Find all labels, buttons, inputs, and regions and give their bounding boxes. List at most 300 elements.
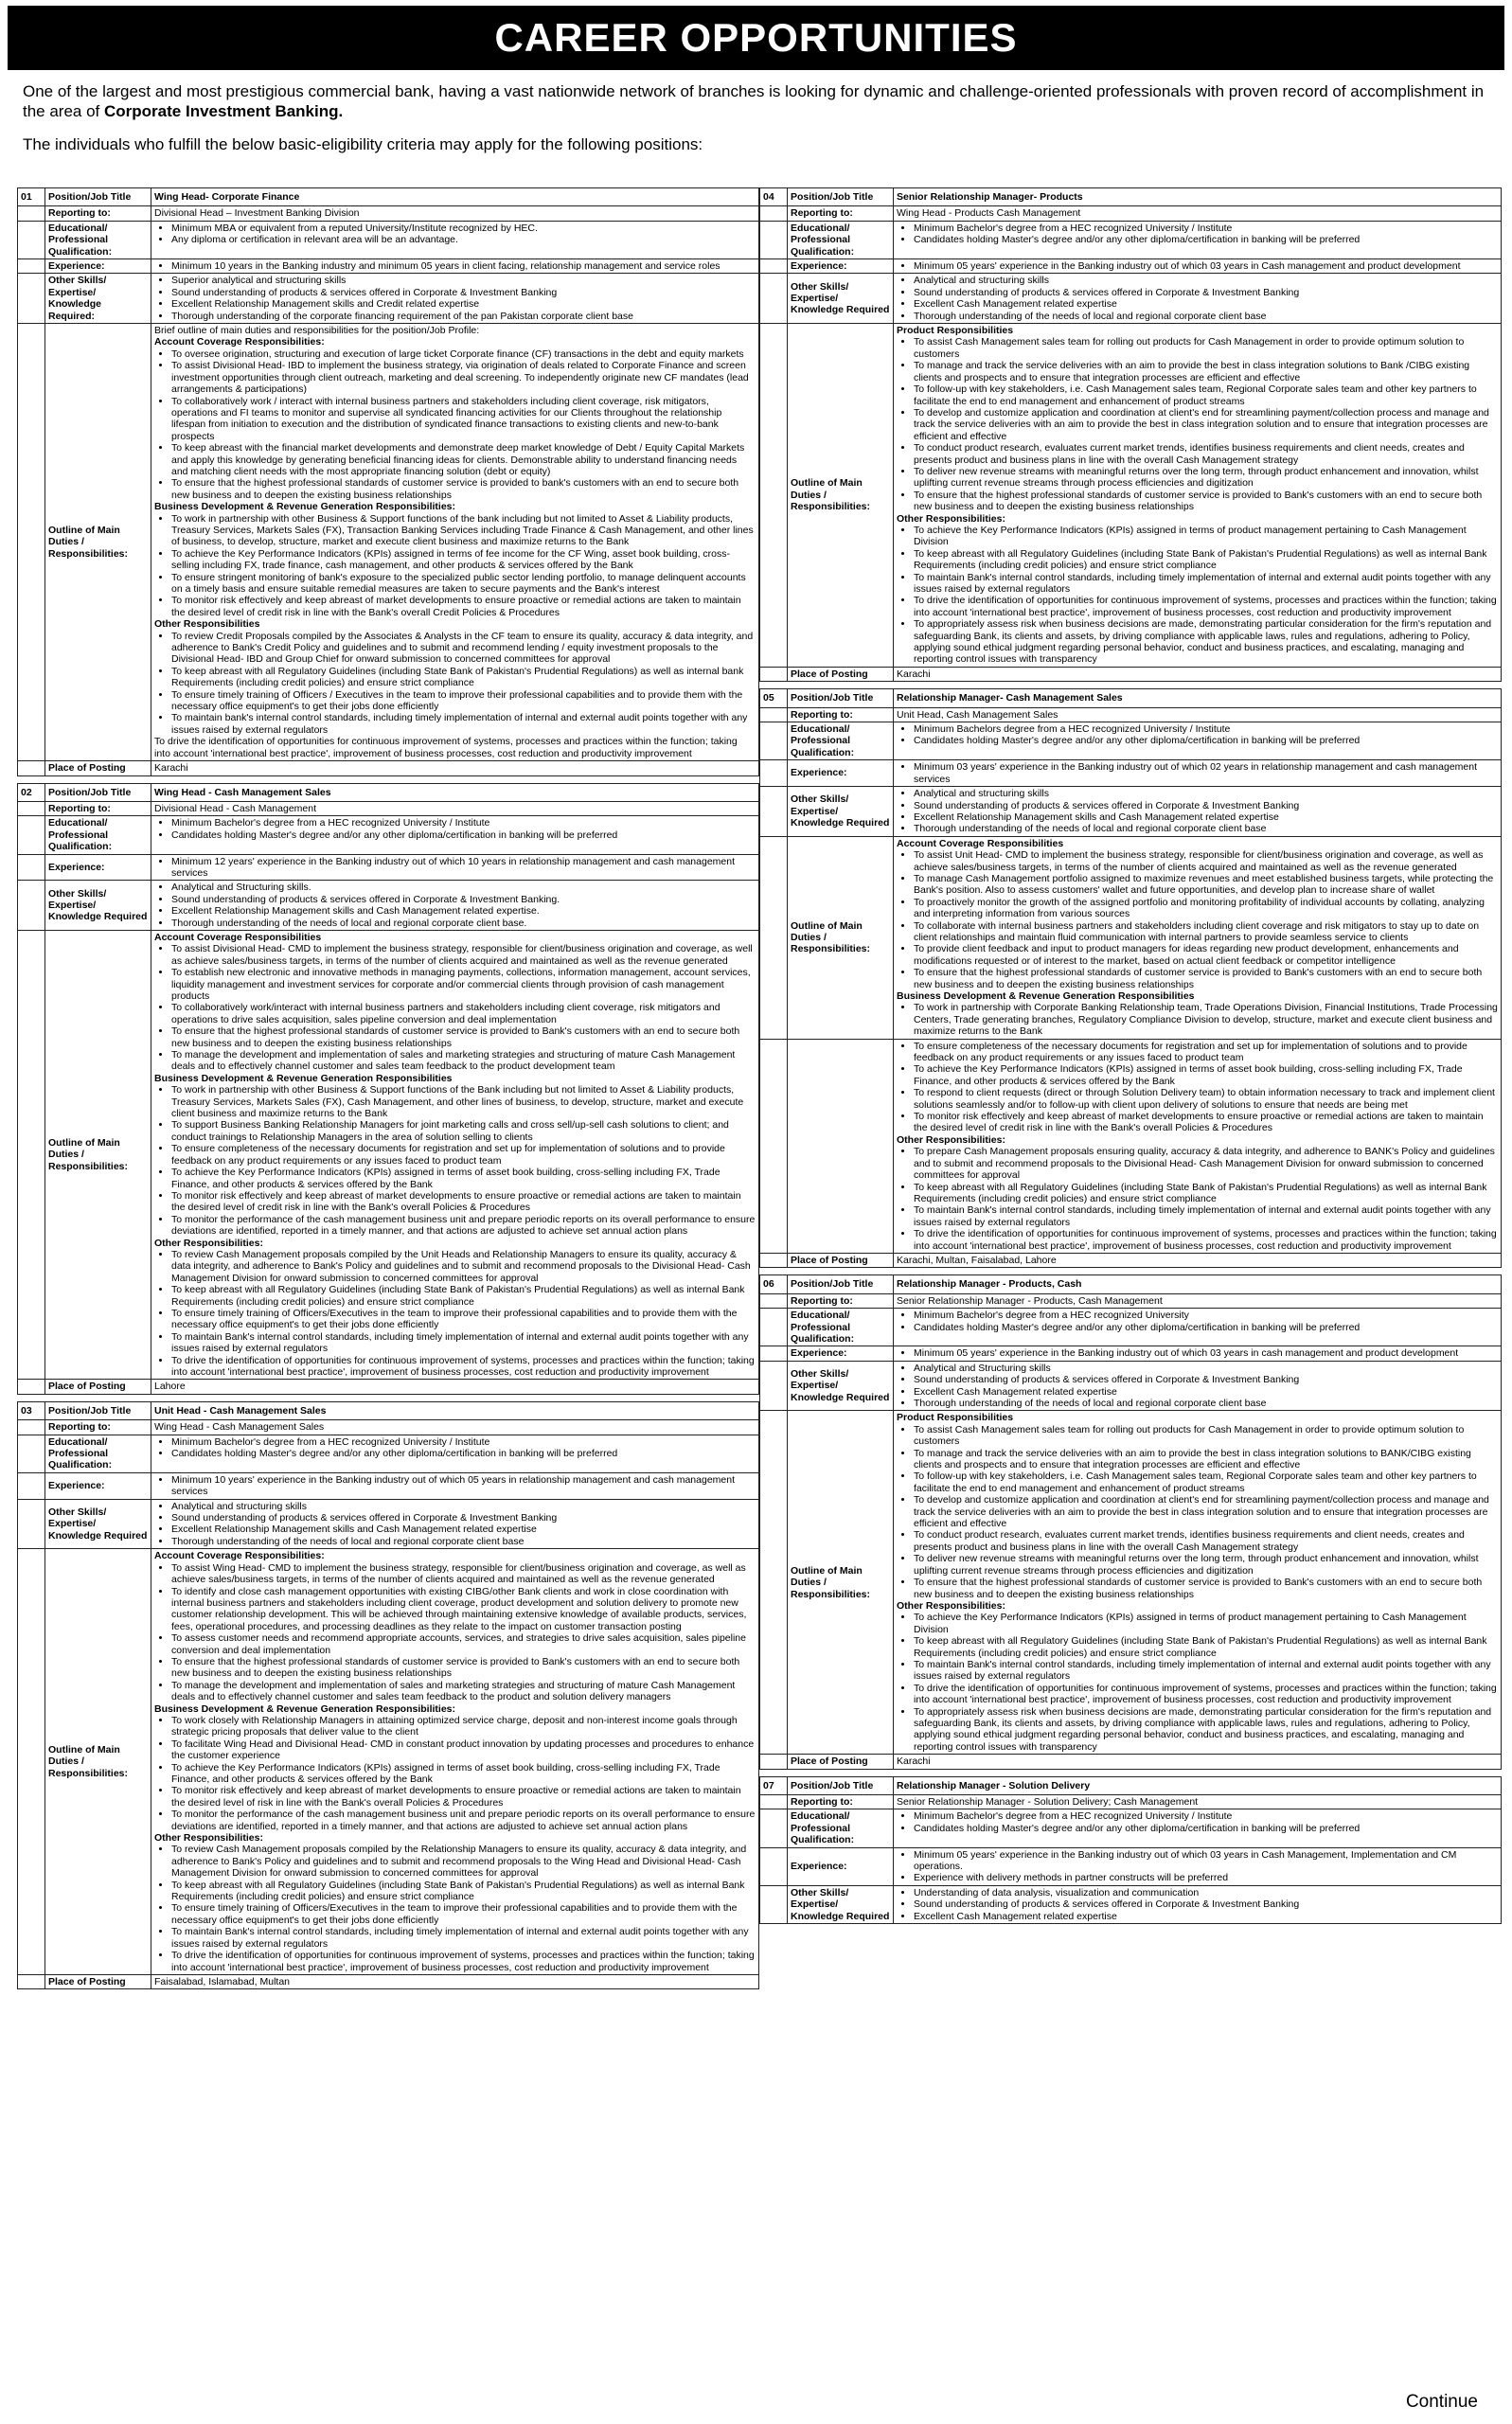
list-item: • To assist Unit Head- CMD to implement the business strategy, responsible for client/business origination and coverage, as well as achieve sales/business targets, in terms of the number of clients acquired and maintained as well as the revenue generated — [914, 849, 1498, 873]
posting-row — [18, 1380, 759, 1394]
reporting-value: Unit Head, Cash Management Sales — [897, 708, 1058, 721]
duties-section-heading: Account Coverage Responsibilities: — [154, 336, 325, 348]
list-item: • Minimum MBA or equivalent from a reputed University/Institute recognized by HEC. — [171, 223, 756, 234]
position-label: Position/Job Title — [788, 1776, 894, 1794]
list-item: • Sound understanding of products & services offered in Corporate & Investment Banking — [171, 287, 756, 298]
skills-value — [894, 1361, 1502, 1411]
list-item: • To monitor risk effectively and keep abreast of market developments to ensure proactive or remedial actions are taken to maintain the desired level of credit risk in line with the Bank's overall Policies & Procedures — [914, 1111, 1498, 1134]
duties-label: Outline of Main Duties / Responsibilities: — [788, 836, 894, 1039]
experience-row — [18, 854, 759, 881]
duties-value — [151, 324, 759, 761]
duties-section-heading: Other Responsibilities: — [154, 1237, 263, 1249]
list-item: • To drive the identification of opportunities for continuous improvement of systems, processes and practices within the function; taking into account 'international best practice', improvement of business processes, cost reduction and productivity improvement — [914, 1228, 1498, 1252]
skills-value — [151, 1499, 759, 1549]
posting-row — [760, 667, 1502, 681]
list-item: • To drive the identification of opportunities for continuous improvement of systems, processes and practices within the function; taking into account 'international best practice', improvement of business processes, cost reduction and productivity improvement — [914, 595, 1498, 618]
list-item: • Sound understanding of products & services offered in Corporate & Investment Banking — [914, 287, 1498, 298]
reporting-label: Reporting to: — [788, 1293, 894, 1308]
list-item: • To maintain Bank's internal control standards, including timely implementation of internal and external audit points together with any issues raised by external regulators — [914, 1204, 1498, 1228]
duties-value — [894, 836, 1502, 1039]
posting-value — [894, 667, 1502, 681]
education-row — [760, 1309, 1502, 1346]
duties-list — [154, 1715, 756, 1832]
row-gutter — [760, 1885, 788, 1923]
posting-value: Karachi — [154, 762, 188, 775]
experience-value — [894, 1346, 1502, 1361]
list-item: • To oversee origination, structuring and execution of large ticket Corporate finance (CF) transactions in the debt and equity markets — [171, 348, 756, 360]
duties-list — [897, 336, 1498, 512]
position-label: Position/Job Title — [788, 188, 894, 206]
skills-list — [154, 882, 756, 929]
duties-list — [897, 1146, 1498, 1252]
skills-row — [760, 1885, 1502, 1923]
job-title: Wing Head- Corporate Finance — [151, 188, 759, 206]
list-item: • To ensure that the highest professional standards of customer service is provided to Bank's customers with an end to secure both new business and to deepen the existing business relationships — [914, 967, 1498, 990]
skills-label: Other Skills/ Expertise/ Knowledge Required — [788, 1885, 894, 1923]
row-gutter — [760, 221, 788, 258]
reporting-label: Reporting to: — [45, 801, 151, 815]
list-item: • To deliver new revenue streams with meaningful returns over the long term, through product enhancement and innovation, whilst uplifting current revenue streams through process efficiencies and digitization — [914, 1553, 1498, 1577]
job-header-row — [760, 689, 1502, 707]
list-item: • Analytical and Structuring skills — [914, 1363, 1498, 1374]
list-item: • To identify and close cash management opportunities with existing CIBG/other Bank clients and work in close coordination with internal business partners and stakeholders including client coverage, product development and solution delivery to promote new customer relationship development. This will be achieved through maintaining extensive knowledge of available products, services, fees, operational procedures, and processing deadlines as they relate to the impact on customer transaction posting — [171, 1586, 756, 1633]
list-item: • Candidates holding Master's degree and/or any other diploma/certification in banking will be preferred — [171, 829, 756, 841]
row-gutter — [18, 221, 45, 258]
row-gutter — [18, 801, 45, 815]
posting-value: Faisalabad, Islamabad, Multan — [154, 1975, 290, 1987]
posting-label: Place of Posting — [788, 667, 894, 681]
reporting-row — [760, 707, 1502, 722]
right-column — [759, 187, 1502, 1931]
duties-label: Outline of Main Duties / Responsibilities: — [45, 324, 151, 761]
list-item: • Sound understanding of products & services offered in Corporate & Investment Banking — [171, 1512, 756, 1524]
row-gutter — [760, 1795, 788, 1809]
list-item: • Superior analytical and structuring skills — [171, 275, 756, 286]
duties-row — [18, 324, 759, 761]
experience-list — [154, 260, 756, 272]
reporting-value — [894, 1293, 1502, 1308]
duties-list — [154, 1084, 756, 1237]
row-gutter — [760, 274, 788, 324]
job-number: 06 — [760, 1275, 788, 1293]
list-item: • To assist Divisional Head- CMD to implement the business strategy, responsible for client/business origination and coverage, as well as achieve sales/business targets, in terms of the number of clients acquired and maintained as well as the revenue generated — [171, 943, 756, 967]
row-gutter — [18, 1974, 45, 1988]
reporting-value — [151, 206, 759, 221]
experience-row — [18, 1472, 759, 1499]
list-item: • To ensure timely training of Officers / Executives in the team to improve their professional capabilities and to provide them with the necessary office equipment's to get their jobs done efficiently — [171, 689, 756, 713]
education-list — [154, 223, 756, 246]
row-gutter — [18, 1435, 45, 1472]
list-item: • To review Cash Management proposals compiled by the Unit Heads and Relationship Managers to ensure its quality, accuracy & data integrity, and adherence to Bank's Policy and guidelines and to submit and recommend proposals to the Divisional Head- Cash Management Division for onward submission to concerned committees for approval — [171, 1249, 756, 1284]
list-item: • To conduct product research, evaluates current market trends, identifies business requirements and client needs, creates and presents product and business plans in line with the overall Cash Management strategy — [914, 1529, 1498, 1553]
intro-bold-text: Corporate Investment Banking. — [104, 102, 344, 120]
row-gutter — [760, 324, 788, 668]
duties-list — [897, 1041, 1498, 1134]
duties-continued-row — [760, 1039, 1502, 1253]
list-item: • Excellent Cash Management related expertise — [914, 1911, 1498, 1922]
list-item: • To ensure timely training of Officers/Executives in the team to improve their professional capabilities and to provide them with the necessary office equipment's to get their jobs done efficiently — [171, 1308, 756, 1331]
list-item: • Thorough understanding of the needs of local and regional corporate client base — [914, 1398, 1498, 1409]
list-item: • To manage and track the service deliveries with an aim to provide the best in class integration solutions to Bank /CIBG existing clients and prospects and to ensure that integration processes are efficient and effective — [914, 360, 1498, 383]
experience-value — [894, 760, 1502, 787]
row-gutter — [760, 1253, 788, 1267]
skills-label: Other Skills/ Expertise/ Knowledge Required — [45, 1499, 151, 1549]
duties-section-heading: Business Development & Revenue Generation Responsibilities — [154, 1072, 453, 1084]
education-list — [897, 1810, 1498, 1834]
education-label: Educational/ Professional Qualification: — [45, 221, 151, 258]
job-header-row — [760, 1776, 1502, 1794]
job-header-row — [18, 188, 759, 206]
list-item: • Candidates holding Master's degree and/or any other diploma/certification in banking will be preferred — [171, 1448, 756, 1459]
list-item: • To monitor risk effectively and keep abreast of market developments to ensure proactive or remedial actions are taken to maintain the desired level of credit risk in line with the Bank's overall Credit Policies & Procedures — [171, 595, 756, 618]
row-gutter — [18, 1380, 45, 1394]
list-item: • To deliver new revenue streams with meaningful returns over the long term, through product enhancement and innovation, whilst uplifting current revenue streams through process efficiencies and digitization — [914, 466, 1498, 490]
duties-row — [760, 324, 1502, 668]
list-item: • Candidates holding Master's degree and/or any other diploma/certification in banking will be preferred — [914, 1322, 1498, 1333]
duties-section-heading: Product Responsibilities — [897, 325, 1014, 337]
experience-list — [897, 761, 1498, 785]
row-gutter — [760, 836, 788, 1039]
job-table-05 — [759, 688, 1502, 1268]
duties-content — [897, 1041, 1498, 1252]
skills-value — [151, 274, 759, 324]
list-item: • To assist Cash Management sales team for rolling out products for Cash Management in order to provide optimum solution to customers — [914, 336, 1498, 360]
duties-continued-value — [894, 1039, 1502, 1253]
duties-label: Outline of Main Duties / Responsibilities: — [788, 324, 894, 668]
list-item: • To ensure that the highest professional standards of customer service is provided to Bank's customers with an end to secure both new business and to deepen the existing business relationships — [171, 1025, 756, 1049]
reporting-label: Reporting to: — [788, 1795, 894, 1809]
education-value — [151, 221, 759, 258]
education-value — [894, 221, 1502, 258]
list-item: • Excellent Cash Management related expertise — [914, 298, 1498, 310]
skills-list — [154, 275, 756, 322]
list-item: • To respond to client requests (direct or through Solution Delivery team) to obtain information necessary to track and implement client solutions seamlessly and/or to follow-up with client upon delivery of solutions to ensure that needs are being met — [914, 1087, 1498, 1111]
experience-label: Experience: — [45, 259, 151, 274]
intro-text: One of the largest and most prestigious commercial bank, having a vast nationwide network of branches is looking for dynamic and challenge-oriented professionals with proven record of accomplishment in the area of — [23, 82, 1485, 120]
row-gutter — [18, 1549, 45, 1975]
duties-value — [894, 1411, 1502, 1755]
education-label: Educational/ Professional Qualification: — [788, 722, 894, 760]
experience-list — [897, 1849, 1498, 1884]
list-item: • To work closely with Relationship Managers in attaining optimized service charge, deposit and non-interest income goals through strategic pricing proposals that deliver value to the client — [171, 1715, 756, 1738]
position-label: Position/Job Title — [45, 1401, 151, 1419]
duties-label: Outline of Main Duties / Responsibilities: — [788, 1411, 894, 1755]
list-item: • To collaboratively work/interact with internal business partners and stakeholders including client coverage, risk mitigators and operations to drive sales acquisition, sales pipeline conversion and deal implementation — [171, 1002, 756, 1025]
list-item: • To monitor risk effectively and keep abreast of market developments to ensure proactive or remedial actions are taken to maintain the desired level of risk in line with the Bank's overall Policies & Procedures — [171, 1785, 756, 1809]
education-value — [894, 1809, 1502, 1847]
list-item: • To assist Cash Management sales team for rolling out products for Cash Management in order to provide optimum solution to customers — [914, 1424, 1498, 1448]
duties-list — [154, 943, 756, 1072]
job-header-row — [18, 783, 759, 801]
list-item: • Minimum Bachelor's degree from a HEC recognized University / Institute — [914, 223, 1498, 234]
list-item: • To manage and track the service deliveries with an aim to provide the best in class integration solutions to BANK/CIBG existing clients and prospects and to ensure that integration processes are efficient and effective — [914, 1448, 1498, 1471]
list-item: • To review Cash Management proposals compiled by the Relationship Managers to ensure its quality, accuracy & data integrity, and adherence to Bank's Policy and guidelines and to submit and recommend proposals to the Wing Head and Divisional Head- Cash Management Division for onward submission to concerned committees for approval — [171, 1844, 756, 1879]
skills-value — [151, 881, 759, 931]
duties-section-heading: Other Responsibilities — [154, 618, 260, 631]
list-item: • Thorough understanding of the corporate financing requirement of the pan Pakistan corporate client base — [171, 311, 756, 322]
list-item: • To achieve the Key Performance Indicators (KPIs) assigned in terms of product management pertaining to Cash Management Division — [914, 525, 1498, 548]
row-gutter — [18, 206, 45, 221]
experience-label: Experience: — [788, 259, 894, 274]
list-item: • To conduct product research, evaluates current market trends, identifies business requirements and client needs, creates and presents product and business plans in line with the overall Cash Management strategy — [914, 442, 1498, 466]
duties-content — [897, 325, 1498, 666]
posting-row — [18, 1974, 759, 1988]
list-item: • To work in partnership with Corporate Banking Relationship team, Trade Operations Division, Financial Institutions, Trade Processing Centers, Trade generating branches, Regulatory Compliance Division to develop, structure, market and execute client business and maximize returns to the Bank — [914, 1002, 1498, 1037]
posting-label: Place of Posting — [45, 761, 151, 775]
education-list — [897, 223, 1498, 246]
reporting-value: Senior Relationship Manager - Products, Cash Management — [897, 1294, 1163, 1307]
duties-list — [154, 1249, 756, 1378]
skills-row — [18, 881, 759, 931]
list-item: • To prepare Cash Management proposals ensuring quality, accuracy & data integrity, and adherence to BANK's Policy and guidelines and to submit and recommend proposals to the Divisional Head- Cash Management Division for onward submission to concerned committees for approval — [914, 1146, 1498, 1181]
skills-label: Other Skills/ Expertise/ Knowledge Required — [788, 787, 894, 837]
job-number: 04 — [760, 188, 788, 206]
experience-label: Experience: — [788, 760, 894, 787]
education-row — [18, 816, 759, 854]
posting-value — [894, 1755, 1502, 1769]
reporting-value: Divisional Head – Investment Banking Division — [154, 207, 360, 220]
skills-label: Other Skills/ Expertise/ Knowledge Required: — [45, 274, 151, 324]
experience-label: Experience: — [788, 1847, 894, 1885]
job-table-02 — [17, 783, 759, 1395]
job-number: 05 — [760, 689, 788, 707]
list-item: • Candidates holding Master's degree and/or any other diploma/certification in banking will be preferred — [914, 735, 1498, 746]
job-title: Unit Head - Cash Management Sales — [151, 1401, 759, 1419]
experience-row — [760, 760, 1502, 787]
education-value — [151, 1435, 759, 1472]
list-item: • To keep abreast with all Regulatory Guidelines (including State Bank of Pakistan's Prudential Regulations) as well as internal Bank Requirements (including credit policies) and ensure strict compliance — [914, 548, 1498, 572]
reporting-value: Wing Head - Products Cash Management — [897, 207, 1081, 220]
list-item: • To ensure timely training of Officers/Executives in the team to improve their professional capabilities and to provide them with the necessary office equipment's to get their jobs done efficiently — [171, 1902, 756, 1926]
list-item: • To appropriately assess risk when business decisions are made, demonstrating particular consideration for the firm's reputation and safeguarding Bank, its clients and assets, by driving compliance with applicable laws, rules and regulations, adhering to Policy, applying sound ethical judgment regarding personal behavior, conduct and business practices, and escalating, managing and reporting control issues with transparency — [914, 1706, 1498, 1754]
job-number: 02 — [18, 783, 45, 801]
list-item: • Minimum Bachelor's degree from a HEC recognized University / Institute — [171, 817, 756, 829]
row-gutter — [18, 930, 45, 1379]
list-item: • Excellent Cash Management related expertise — [914, 1386, 1498, 1398]
reporting-row — [760, 1795, 1502, 1809]
list-item: • Thorough understanding of the needs of local and regional corporate client base — [914, 823, 1498, 834]
duties-continued-label — [788, 1039, 894, 1253]
reporting-value — [151, 1420, 759, 1435]
skills-list — [897, 275, 1498, 322]
row-gutter — [18, 259, 45, 274]
experience-label: Experience: — [45, 854, 151, 881]
list-item: • Minimum 10 years in the Banking industry and minimum 05 years in client facing, relationship management and service roles — [171, 260, 756, 272]
list-item: • Minimum 05 years' experience in the Banking industry out of which 03 years in Cash Management, Implementation and CM operations. — [914, 1849, 1498, 1873]
skills-list — [897, 788, 1498, 835]
list-item: • Analytical and Structuring skills. — [171, 882, 756, 893]
list-item: • Minimum 05 years' experience in the Banking industry out of which 03 years in Cash management and product development — [914, 260, 1498, 272]
list-item: • To keep abreast with all Regulatory Guidelines (including State Bank of Pakistan's Prudential Regulations) as well as internal Bank Requirements (including credit policies) and ensure strict compliance — [171, 1284, 756, 1308]
list-item: • Minimum Bachelor's degree from a HEC recognized University / Institute — [914, 1810, 1498, 1822]
page-title: CAREER OPPORTUNITIES — [8, 6, 1504, 70]
skills-value — [894, 1885, 1502, 1923]
row-gutter — [760, 259, 788, 274]
list-item: • To establish new electronic and innovative methods in managing payments, collections, information management, account services, liquidity management and investment services for corporate and/or commercial clients through provision of cash management products — [171, 967, 756, 1002]
education-row — [760, 722, 1502, 760]
education-list — [154, 817, 756, 841]
list-item: • To maintain Bank's internal control standards, including timely implementation of internal and external audit points together with any issues raised by external regulators — [171, 1926, 756, 1950]
duties-value — [894, 324, 1502, 668]
reporting-label: Reporting to: — [45, 206, 151, 221]
reporting-value — [894, 707, 1502, 722]
duties-row — [760, 1411, 1502, 1755]
reporting-value — [151, 801, 759, 815]
job-title: Relationship Manager- Cash Management Sales — [894, 689, 1502, 707]
list-item: • To keep abreast with all Regulatory Guidelines (including State Bank of Pakistan's Prudential Regulations) as well as internal Bank Requirements (including credit policies) and ensure strict compliance — [914, 1182, 1498, 1205]
skills-row — [760, 787, 1502, 837]
list-item: • Any diploma or certification in relevant area will be an advantage. — [171, 234, 756, 245]
intro-paragraph — [23, 81, 1495, 121]
list-item: • Thorough understanding of the needs of local and regional corporate client base — [171, 1536, 756, 1547]
skills-label: Other Skills/ Expertise/ Knowledge Required — [788, 274, 894, 324]
reporting-value — [894, 206, 1502, 221]
duties-label: Outline of Main Duties / Responsibilities: — [45, 1549, 151, 1975]
duties-section-heading: Other Responsibilities: — [897, 1133, 1005, 1146]
duties-content — [897, 1412, 1498, 1753]
duties-row — [18, 930, 759, 1379]
row-gutter — [760, 760, 788, 787]
education-label: Educational/ Professional Qualification: — [45, 1435, 151, 1472]
row-gutter — [760, 1346, 788, 1361]
list-item: • Analytical and structuring skills — [914, 275, 1498, 286]
job-table-06 — [759, 1274, 1502, 1769]
row-gutter — [760, 1755, 788, 1769]
skills-list — [897, 1363, 1498, 1410]
education-label: Educational/ Professional Qualification: — [788, 1809, 894, 1847]
list-item: • Sound understanding of products & services offered in Corporate & Investment Banking. — [171, 894, 756, 905]
duties-list — [154, 1844, 756, 1972]
list-item: • To maintain Bank's internal control standards, including timely implementation of internal and external audit points together with any issues raised by external regulators — [914, 572, 1498, 596]
duties-row — [18, 1549, 759, 1975]
row-gutter — [18, 816, 45, 854]
row-gutter — [760, 1309, 788, 1346]
list-item: • To drive the identification of opportunities for continuous improvement of systems, processes and practices within the function; taking into account 'international best practice', improvement of business processes, cost reduction and productivity improvement — [914, 1683, 1498, 1706]
left-column — [17, 187, 759, 1996]
row-gutter — [760, 1847, 788, 1885]
job-table-03 — [17, 1401, 759, 1990]
skills-list — [897, 1887, 1498, 1922]
job-title: Senior Relationship Manager- Products — [894, 188, 1502, 206]
job-title: Wing Head - Cash Management Sales — [151, 783, 759, 801]
skills-list — [154, 1501, 756, 1548]
experience-value — [151, 1472, 759, 1499]
job-table-04 — [759, 187, 1502, 682]
experience-list — [154, 1474, 756, 1498]
duties-list — [897, 1612, 1498, 1753]
list-item: • To facilitate Wing Head and Divisional Head- CMD in constant product innovation by updating processes and procedures to enhance the customer experience — [171, 1738, 756, 1762]
list-item: • Experience with delivery methods in partner constructs will be preferred — [914, 1872, 1498, 1883]
reporting-value — [894, 1795, 1502, 1809]
list-item: • To develop and customize application and coordination at client's end for streamlining payment/collection process and manage and track the service deliveries with an aim to provide the best in class integration solution and to ensure that integration processes are efficient and effective — [914, 1494, 1498, 1529]
job-header-row — [760, 188, 1502, 206]
list-item: • Minimum Bachelor's degree from a HEC recognized University / Institute — [171, 1436, 756, 1448]
list-item: • To provide client feedback and input to product managers for ideas regarding new product development, enhancements and modifications requested or of interest to the market, based on actual client feedback or competitor intelligence — [914, 943, 1498, 967]
intro — [23, 81, 1495, 168]
list-item: • To monitor the performance of the cash management business unit and prepare periodic reports on its overall performance to ensure deviations are identified, reported in a timely manner, and that actions are adjusted to achieve set annual action plans — [171, 1214, 756, 1238]
list-item: • To achieve the Key Performance Indicators (KPIs) assigned in terms of product management pertaining to Cash Management Division — [914, 1612, 1498, 1635]
posting-value — [894, 1253, 1502, 1267]
reporting-row — [760, 1293, 1502, 1308]
list-item: • To ensure completeness of the necessary documents for registration and set up for implementation of solutions and to provide feedback on any product requirements or any issues faced to product team — [171, 1143, 756, 1167]
experience-list — [154, 856, 756, 880]
reporting-label: Reporting to: — [788, 707, 894, 722]
posting-label: Place of Posting — [788, 1755, 894, 1769]
posting-value — [151, 761, 759, 775]
skills-label: Other Skills/ Expertise/ Knowledge Required — [788, 1361, 894, 1411]
position-label: Position/Job Title — [45, 188, 151, 206]
duties-label: Outline of Main Duties / Responsibilities: — [45, 930, 151, 1379]
education-list — [897, 1310, 1498, 1333]
list-item: • Excellent Relationship Management skills and Credit related expertise — [171, 298, 756, 310]
experience-row — [760, 1346, 1502, 1361]
reporting-label: Reporting to: — [788, 206, 894, 221]
reporting-row — [760, 206, 1502, 221]
list-item: • To develop and customize application and coordination at client's end for streamlining payment/collection process and manage and track the service deliveries with an aim to provide the best in class integration solution and to ensure that integration processes are efficient and effective — [914, 407, 1498, 442]
posting-value: Lahore — [154, 1381, 186, 1393]
position-label: Position/Job Title — [788, 689, 894, 707]
row-gutter — [18, 881, 45, 931]
reporting-value: Wing Head - Cash Management Sales — [154, 1421, 325, 1434]
job-number: 03 — [18, 1401, 45, 1419]
duties-row — [760, 836, 1502, 1039]
experience-value — [151, 259, 759, 274]
duties-content — [154, 325, 756, 759]
list-item: • To ensure that the highest professional standards of customer service is provided to Bank's customers with an end to secure both new business and to deepen the existing business relationships — [914, 490, 1498, 513]
list-item: • To maintain Bank's internal control standards, including timely implementation of internal and external audit points together with any issues raised by external regulators — [914, 1659, 1498, 1683]
list-item: • To work in partnership with other Business & Support functions of the bank including but not limited to Asset & Liability products, Treasury Services, Markets Sales (FX), Transaction Banking Services including Trade Finance & Cash Management, and other lines of business, to develop, structure, market and execute client business and maximize returns to the Bank — [171, 513, 756, 548]
list-item: • To ensure completeness of the necessary documents for registration and set up for implementation of solutions and to provide feedback on any product requirements or any issues faced to product team — [914, 1041, 1498, 1064]
education-row — [18, 221, 759, 258]
reporting-value: Divisional Head - Cash Management — [154, 802, 316, 814]
row-gutter — [760, 722, 788, 760]
posting-value — [151, 1974, 759, 1988]
position-label: Position/Job Title — [45, 783, 151, 801]
duties-list — [154, 348, 756, 501]
list-item: • Minimum 12 years' experience in the Banking industry out of which 10 years in relationship management and cash management services — [171, 856, 756, 880]
posting-value: Karachi — [897, 1756, 931, 1768]
row-gutter — [18, 854, 45, 881]
list-item: • To keep abreast with the financial market developments and demonstrate deep market knowledge of Debt / Equity Capital Markets and apply this knowledge by generating beneficial financing ideas for clients. Demonstrable ability to understand financing needs and matching client needs with the most appropriate financing solution (debt or equity) — [171, 442, 756, 477]
duties-section-heading: Account Coverage Responsibilities: — [154, 1550, 325, 1562]
row-gutter — [760, 1039, 788, 1253]
reporting-row — [18, 801, 759, 815]
row-gutter — [760, 787, 788, 837]
row-gutter — [760, 206, 788, 221]
job-number: 07 — [760, 1776, 788, 1794]
list-item: • To ensure that the highest professional standards of customer service is provided to Bank's customers with an end to secure both new business and to deepen the existing business relationships — [171, 1656, 756, 1680]
list-item: • To review Credit Proposals compiled by the Associates & Analysts in the CF team to ensure its quality, accuracy & data integrity, and adherence to Bank's Credit Policy and guidelines and to submit and recommend lending / equity investment proposals to the Divisional Head- IBD and Group Chief for onward submission to concerned committees for approval — [171, 631, 756, 666]
duties-list — [154, 631, 756, 737]
duties-value — [151, 930, 759, 1379]
education-value — [894, 1309, 1502, 1346]
skills-value — [894, 787, 1502, 837]
duties-list — [154, 513, 756, 619]
duties-section-heading: Product Responsibilities — [897, 1412, 1014, 1424]
duties-intro: Brief outline of main duties and responsibilities for the position/Job Profile: — [154, 325, 480, 337]
education-value — [894, 722, 1502, 760]
list-item: • Understanding of data analysis, visualization and communication — [914, 1887, 1498, 1898]
list-item: • Thorough understanding of the needs of local and regional corporate client base — [914, 311, 1498, 322]
skills-row — [760, 274, 1502, 324]
job-table-01 — [17, 187, 759, 776]
education-row — [760, 1809, 1502, 1847]
experience-row — [18, 259, 759, 274]
list-item: • Minimum 10 years' experience in the Banking industry out of which 05 years in relationship management and cash management services — [171, 1474, 756, 1498]
list-item: • To follow-up with key stakeholders, i.e. Cash Management sales team, Regional Corporate sales team and other key partners to facilitate the end to end management and enhancement of product streams — [914, 1470, 1498, 1494]
experience-value — [894, 259, 1502, 274]
duties-content — [154, 1550, 756, 1973]
